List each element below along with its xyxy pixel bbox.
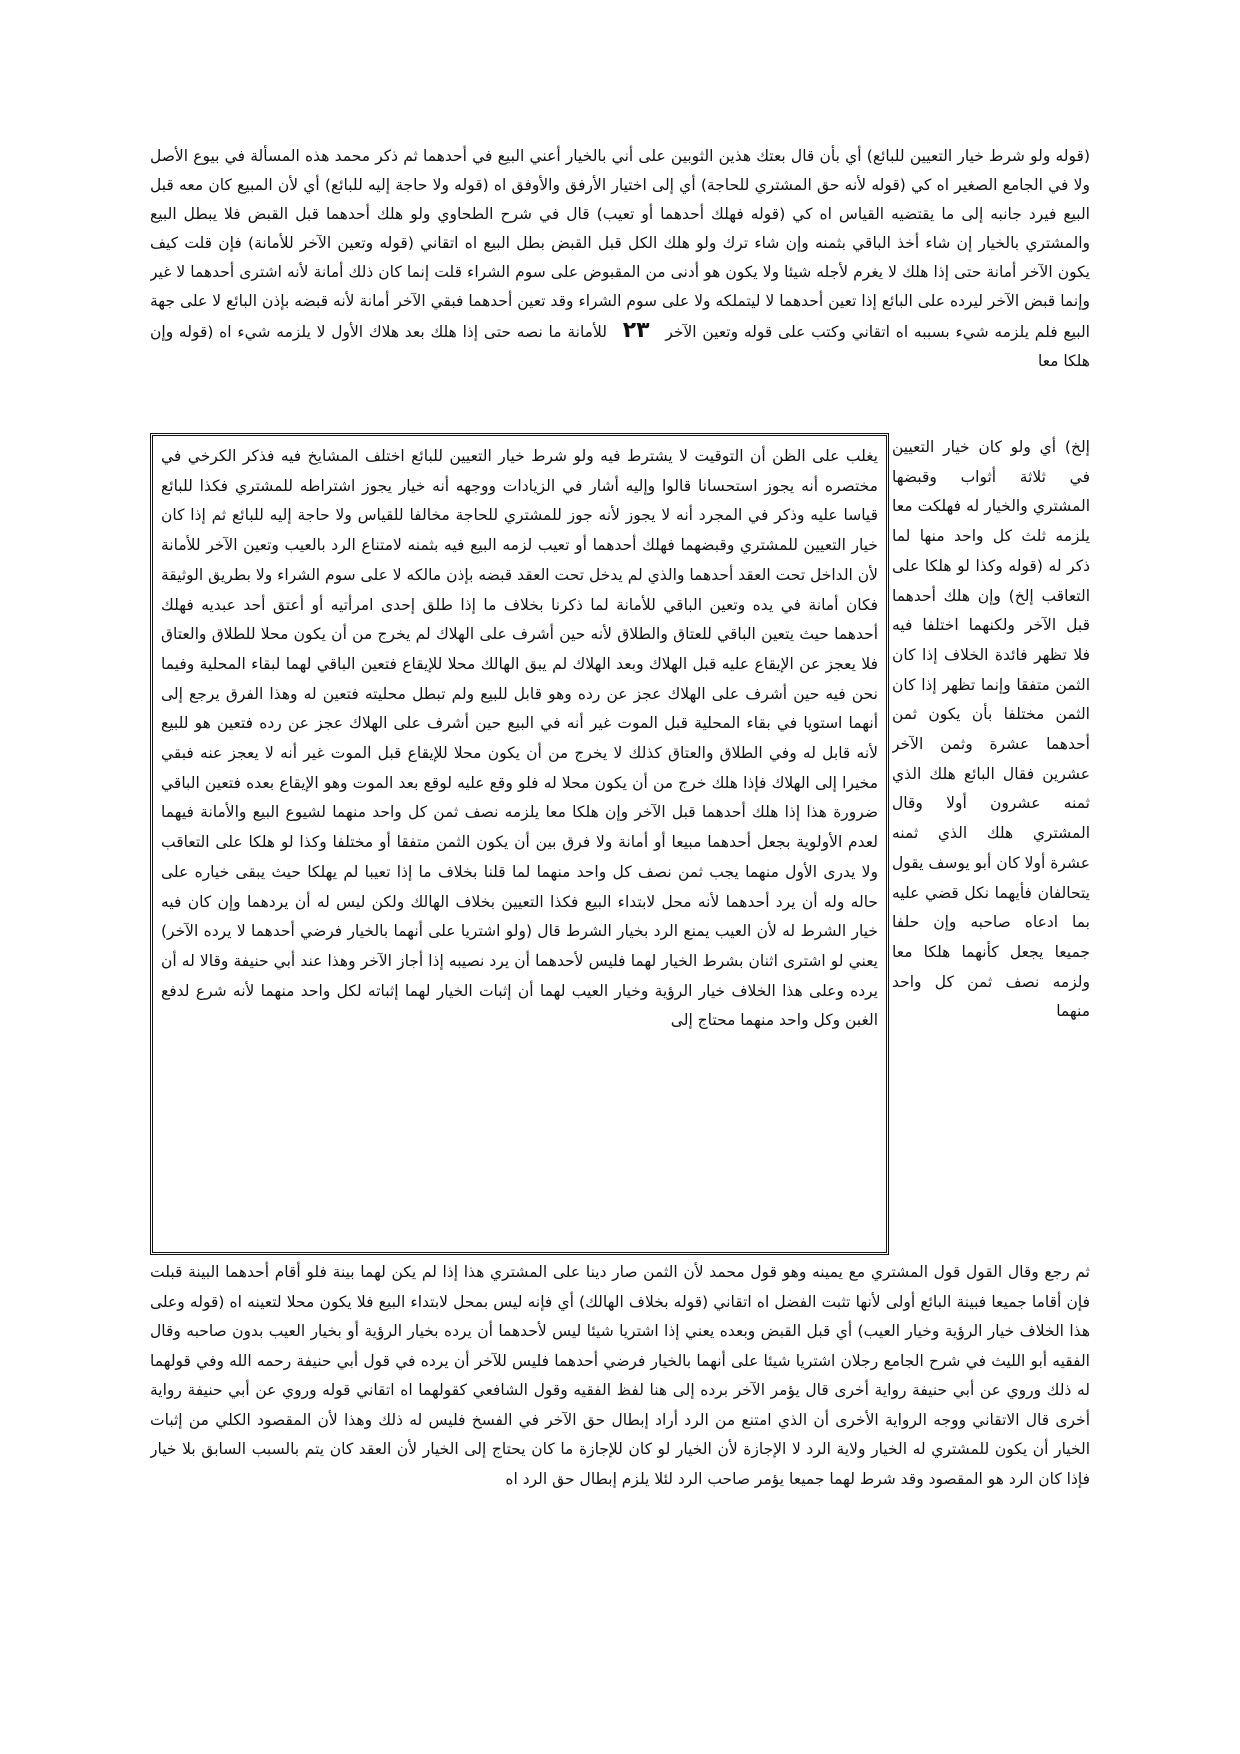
side-commentary-text: إلخ) أي ولو كان خيار التعيين في ثلاثة أثواب وقبضها المشتري والخيار له فهلكت معا يلزمه ثلث كل واحد منها لما ذكر له (قوله وكذا لو هلكا على التعاقب إلخ) وإن هلك أحدهما قبل الآخر ولكنهما اختلفا فيه فلا تظهر فائدة الخلاف إذا كان الثمن متفقا وإنما تظهر إذا كان الثمن مختلفا بأن يكون ثمن أحدهما عشرة وثمن الآخر عشرين فقال البائع هلك الذي ثمنه عشرون أولا وقال المشتري هلك الذي ثمنه عشرة أولا كان أبو يوسف يقول يتحالفان فأيهما نكل قضي عليه بما ادعاه صاحبه وإن حلفا جميعا يجعل كأنهما هلكا معا ولزمه نصف ثمن كل واحد منهما	[892, 438, 1090, 1021]
page-number: ٢٣	[622, 318, 650, 343]
lower-commentary	[150, 1258, 1090, 1558]
main-text-box	[150, 433, 889, 1255]
upper-commentary-text-a: (قوله ولو شرط خيار التعيين للبائع) أي بأن قال بعتك هذين الثوبين على أني بالخيار أعني البيع في أحدهما ثم ذكر محمد هذه المسألة في بيوع الأصل ولا في الجامع الصغير اه كي (قوله لأنه حق المشتري للحاجة) أي إلى اختيار الأرفق والأوفق اه (قوله ولا حاجة إليه للبائع) أي لأن المبيع كان معه قبل البيع فيرد جانبه إلى ما يقتضيه القياس اه كي (قوله فهلك أحدهما أو تعيب) قال في شرح الطحاوي ولو هلك أحدهما قبل القبض فلا يبطل البيع والمشتري بالخيار إن شاء أخذ الباقي بثمنه وإن شاء ترك ولو هلك الكل قبل القبض بطل البيع اه اتقاني (قوله وتعين الآخر للأمانة) فإن قلت كيف يكون الآخر أمانة حتى إذا هلك لا يغرم لأجله شيئا ولا يكون هو أدنى من المقبوض على سوم الشراء قلت إنما كان ذلك أمانة لأنه اشترى أحدهما لا غير وإنما قبض الآخر ليرده على البائع إذا تعين أحدهما لا ليتملكه ولا على سوم الشراء وقد تعين أحدهما فبقي الآخر أمانة لأنه قبضه بإذن البائع لا على جهة البيع فلم يلزمه شيء بسببه اه اتقاني وكتب على قوله وتعين الآخر	[150, 147, 1090, 341]
upper-commentary-text-b: للأمانة ما نصه حتى إذا هلك بعد هلاك الأول لا يلزمه شيء اه (قوله وإن هلكا معا	[150, 323, 1090, 370]
upper-commentary-paragraph	[150, 142, 1090, 376]
lower-commentary-text: ثم رجع وقال القول قول المشتري مع يمينه وهو قول محمد لأن الثمن صار دينا على المشتري هذا إذا لم يكن لهما بينة فلو أقام أحدهما البينة قبلت فإن أقاما جميعا فبينة البائع أولى لأنها تثبت الفضل اه اتقاني (قوله بخلاف الهالك) أي فإنه ليس بمحل لابتداء البيع فلا يكون محلا لتعينه اه (قوله وعلى هذا الخلاف خيار الرؤية وخيار العيب) أي قبل القبض وبعده يعني إذا اشتريا شيئا ليس لأحدهما أن يرده بخيار الرؤية أو بخيار العيب بدون صاحبه وقال الفقيه أبو الليث في شرح الجامع رجلان اشتريا شيئا على أنهما بالخيار فرضي أحدهما فليس للآخر أن يرده في قول أبي حنيفة رحمه الله وفي قولهما له ذلك وروي عن أبي حنيفة رواية أخرى قال يؤمر الآخر برده إلى هنا لفظ الفقيه وقول الشافعي كقولهما اه اتقاني قوله وروي عن أبي حنيفة رواية أخرى قال الاتقاني ووجه الرواية الأخرى أن الذي امتنع من الرد أراد إبطال حق الآخر في الفسخ فليس له ذلك وهذا لأن المقصود الكلي من إثبات الخيار أن يكون للمشتري له الخيار ولاية الرد لا الإجازة لأن الخيار لو كان للإجازة ما كان يحتاج إلى الخيار لأن العقد كان يتم بالسبب السابق بلا خيار فإذا كان الرد هو المقصود وقد شرط لهما جميعا يؤمر صاحب الرد لئلا يلزم إبطال حق الرد اه	[150, 1263, 1090, 1488]
main-text: يغلب على الظن أن التوقيت لا يشترط فيه ولو شرط خيار التعيين للبائع اختلف المشايخ فيه فذكر الكرخي في مختصره أنه يجوز استحسانا قالوا وإليه أشار في الزيادات ووجهه أنه خيار يجوز اشتراطه للمشتري فكذا للبائع قياسا عليه وذكر في المجرد أنه لا يجوز لأنه جوز للمشتري للحاجة مخالفا للقياس ولا حاجة إليه للبائع ثم إذا كان خيار التعيين للمشتري وقبضهما فهلك أحدهما أو تعيب لزمه البيع فيه بثمنه لامتناع الرد بالعيب وتعين الآخر للأمانة لأن الداخل تحت العقد أحدهما والذي لم يدخل تحت العقد قبضه بإذن مالكه لا على سوم الشراء ولا بطريق الوثيقة فكان أمانة في يده وتعين الباقي للأمانة لما ذكرنا بخلاف ما إذا طلق إحدى امرأتيه أو أعتق أحد عبديه فهلك أحدهما حيث يتعين الباقي للعتاق والطلاق لأنه حين أشرف على الهلاك لم يخرج من أن يكون محلا للطلاق والعتاق فلا يعجز عن الإيقاع عليه قبل الهلاك وبعد الهلاك لم يبق الهالك محلا للإيقاع فتعين الباقي لهما لبقاء المحلية وفيما نحن فيه حين أشرف على الهلاك عجز عن رده وهو قابل للبيع ولم تبطل محليته فتعين له وهذا الفرق يرجع إلى أنهما استويا في بقاء المحلية قبل الموت غير أنه في البيع حين أشرف على الهلاك عجز عن رده فتعين هو للبيع لأنه قابل له وفي الطلاق والعتاق كذلك لا يخرج من أن يكون محلا للإيقاع قبل الموت غير أنه لا يعجز عنه فبقي مخيرا إلى الهلاك فإذا هلك خرج من أن يكون محلا له فلو وقع عليه لوقع بعد الموت وهو الإيقاع بعده فتعين الباقي ضرورة هذا إذا هلك أحدهما قبل الآخر وإن هلكا معا يلزمه نصف ثمن كل واحد منهما لشيوع البيع والأمانة فيهما لعدم الأولوية بجعل أحدهما مبيعا أو أمانة ولا فرق بين أن يكون الثمن متفقا أو مختلفا وكذا لو هلكا على التعاقب ولا يدرى الأول منهما يجب ثمن نصف كل واحد منهما لما قلنا بخلاف ما إذا تعيبا لم يهلكا حيث يبقى خياره على حاله وله أن يرد أحدهما لأنه محل لابتداء البيع فكذا التعيين بخلاف الهالك ولكن ليس له أن يردهما وإن كان فيه خيار الشرط له لأن العيب يمنع الرد بخيار الشرط قال (ولو اشتريا على أنهما بالخيار فرضي أحدهما لا يرده الآخر) يعني لو اشترى اثنان بشرط الخيار لهما فليس لأحدهما أن يرد نصيبه إذا أجاز الآخر وهذا عند أبي حنيفة وقالا له أن يرده وعلى هذا الخلاف خيار الرؤية وخيار العيب لهما أن إثبات الخيار لهما إثباته لكل واحد منهما لأنه شرع لدفع الغبن وكل واحد منهما محتاج إلى	[161, 447, 878, 1030]
upper-commentary	[150, 142, 1090, 434]
side-commentary	[892, 433, 1090, 1255]
